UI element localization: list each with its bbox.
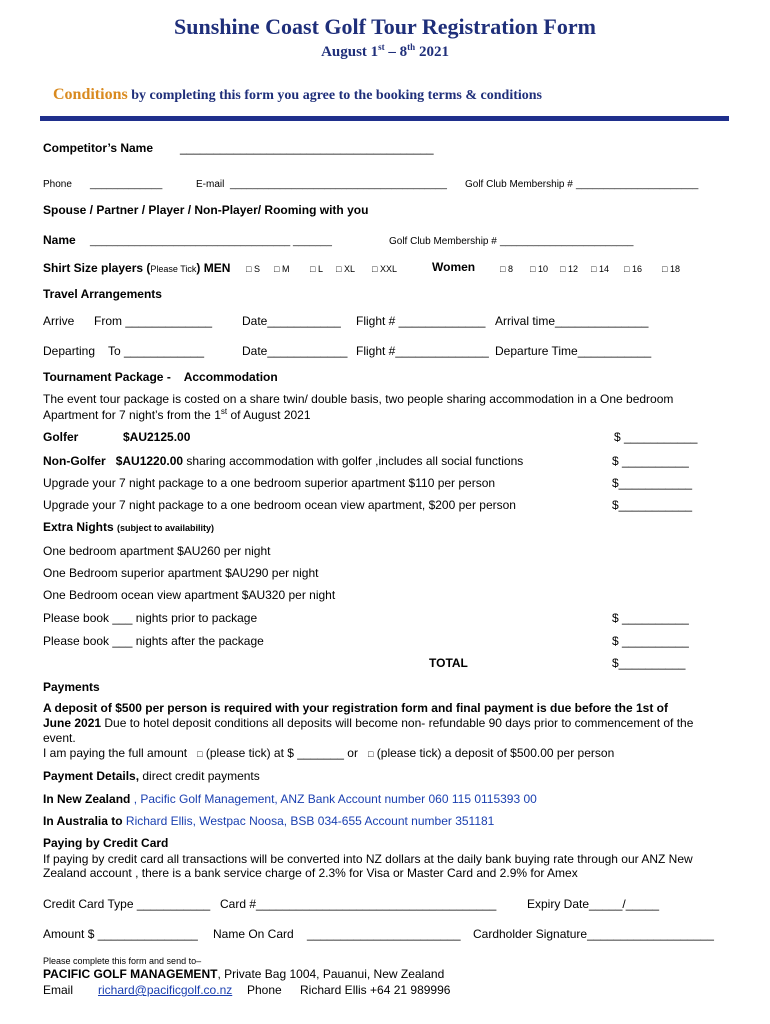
- extra-option-3: One Bedroom ocean view apartment $AU320 per night: [43, 588, 336, 602]
- golfer-price: $AU2125.00: [123, 430, 191, 444]
- paying-amount-line: I am paying the full amount □ (please tick) at $ _______ or □ (please tick) a deposit of $500.00 per person: [43, 746, 615, 760]
- package-description-2: Apartment for 7 night’s from the 1st of August 2021: [43, 407, 311, 422]
- nights-prior-amount-field[interactable]: $ __________: [612, 611, 689, 625]
- arrival-time-field[interactable]: Arrival time______________: [495, 314, 649, 328]
- nz-bank-details: In New Zealand , Pacific Golf Management, ANZ Bank Account number 060 115 0115393 00: [43, 792, 537, 806]
- phone-field[interactable]: _____________: [90, 179, 163, 190]
- date-mid: – 8: [384, 44, 408, 60]
- email-field[interactable]: _______________________________________: [230, 179, 447, 190]
- au-bank-details: In Australia to Richard Ellis, Westpac Noosa, BSB 034-655 Account number 351181: [43, 814, 495, 828]
- checkbox-icon: □: [624, 264, 630, 274]
- deposit-text-1: A deposit of $500 per person is required with your registration form and final payment is due before the 1st of: [43, 701, 669, 715]
- non-golfer-amount-field[interactable]: $ __________: [612, 454, 689, 468]
- conditions-line: [53, 86, 542, 104]
- upgrade-ocean-view: Upgrade your 7 night package to a one bedroom ocean view apartment, $200 per person: [43, 498, 516, 512]
- non-golfer-price: $AU1220.00: [115, 454, 184, 468]
- arrive-from-field[interactable]: From _____________: [94, 314, 213, 328]
- package-description-1: The event tour package is costed on a share twin/ double basis, two people sharing accommodation in a One bedroom: [43, 392, 674, 406]
- nights-prior-field[interactable]: Please book ___ nights prior to package: [43, 611, 258, 625]
- spouse-heading: Spouse / Partner / Player / Non-Player/ Rooming with you: [43, 203, 369, 217]
- package-heading: Tournament Package - Accommodation: [43, 370, 278, 384]
- nights-after-field[interactable]: Please book ___ nights after the package: [43, 634, 264, 648]
- depart-flight-field[interactable]: Flight #______________: [356, 344, 489, 358]
- send-note: Please complete this form and send to–: [43, 956, 202, 966]
- credit-card-text-2: Zealand account , there is a bank service charge of 2.3% for Visa or Master Card and 2.9% for Amex: [43, 866, 578, 880]
- credit-card-text-1: If paying by credit card all transactions will be converted into NZ dollars at the daily bank buying rate through our ANZ New: [43, 852, 693, 866]
- deposit-text-3: event.: [43, 731, 76, 745]
- departure-time-field[interactable]: Departure Time___________: [495, 344, 652, 358]
- men-size-xl[interactable]: □ XL: [336, 264, 355, 274]
- arrive-date-field[interactable]: Date___________: [242, 314, 341, 328]
- name-on-card-field[interactable]: Name On Card _______________________: [213, 927, 461, 941]
- shirt-size-label: Shirt Size players (Please Tick) MEN: [43, 261, 231, 275]
- nights-after-amount-field[interactable]: $ __________: [612, 634, 689, 648]
- spouse-name-label: Name: [43, 233, 76, 247]
- date-year: 2021: [415, 44, 449, 60]
- upgrade-ocean-amount-field[interactable]: $___________: [612, 498, 693, 512]
- depart-to-field[interactable]: To ____________: [108, 344, 205, 358]
- company-address: PACIFIC GOLF MANAGEMENT, Private Bag 1004, Pauanui, New Zealand: [43, 967, 445, 981]
- card-type-field[interactable]: Credit Card Type ___________: [43, 897, 211, 911]
- card-number-field[interactable]: Card #____________________________________: [220, 897, 497, 911]
- amount-field[interactable]: Amount $ _______________: [43, 927, 198, 941]
- golfer-label: Golfer: [43, 430, 79, 444]
- arrive-label: Arrive: [43, 314, 75, 328]
- header-divider: [40, 116, 729, 121]
- departing-label: Departing: [43, 344, 96, 358]
- total-amount-field[interactable]: $__________: [612, 656, 686, 670]
- men-size-m[interactable]: □ M: [274, 264, 290, 274]
- non-golfer-label: Non-Golfer: [43, 454, 106, 468]
- payment-details: Payment Details, direct credit payments: [43, 769, 260, 783]
- deposit-checkbox[interactable]: □: [368, 749, 374, 759]
- checkbox-icon: □: [591, 264, 597, 274]
- expiry-date-field[interactable]: Expiry Date_____/_____: [527, 897, 660, 911]
- company-name: PACIFIC GOLF MANAGEMENT: [43, 967, 218, 981]
- extra-option-1: One bedroom apartment $AU260 per night: [43, 544, 271, 558]
- extra-nights-heading: Extra Nights (subject to availability): [43, 520, 215, 534]
- credit-card-heading: Paying by Credit Card: [43, 836, 169, 850]
- men-size-s[interactable]: □ S: [246, 264, 260, 274]
- arrive-flight-field[interactable]: Flight # _____________: [356, 314, 486, 328]
- golfer-amount-field[interactable]: $ ___________: [614, 430, 698, 444]
- form-title: Sunshine Coast Golf Tour Registration Form: [174, 14, 596, 39]
- email-label-footer: Email: [43, 983, 74, 997]
- non-golfer-row: [43, 454, 523, 468]
- checkbox-icon: □: [500, 264, 506, 274]
- full-amount-checkbox[interactable]: □: [197, 749, 203, 759]
- date-start: August 1: [321, 44, 379, 60]
- checkbox-icon: □: [372, 264, 378, 274]
- men-size-l[interactable]: □ L: [310, 264, 323, 274]
- total-label: TOTAL: [429, 656, 468, 670]
- upgrade-superior: Upgrade your 7 night package to a one bedroom superior apartment $110 per person: [43, 476, 496, 490]
- competitor-name-label: Competitor’s Name: [43, 141, 154, 155]
- availability-note: (subject to availability): [117, 523, 215, 533]
- contact-phone: Richard Ellis +64 21 989996: [300, 983, 451, 997]
- depart-date-field[interactable]: Date____________: [242, 344, 348, 358]
- membership-field[interactable]: ______________________: [576, 179, 699, 190]
- checkbox-icon: □: [662, 264, 668, 274]
- spouse-membership-label: Golf Club Membership #: [389, 236, 497, 247]
- men-size-xxl[interactable]: □ XXL: [372, 264, 397, 274]
- email-label: E-mail: [196, 179, 225, 190]
- spouse-name-field[interactable]: ____________________________________ _______: [90, 236, 332, 247]
- deposit-text-2: June 2021 Due to hotel deposit conditions all deposits will become non- refundable 90 days prior to commencement of the: [43, 716, 694, 730]
- women-size-14[interactable]: □ 14: [591, 264, 609, 274]
- extra-option-2: One Bedroom superior apartment $AU290 per night: [43, 566, 319, 580]
- checkbox-icon: □: [246, 264, 252, 274]
- women-size-12[interactable]: □ 12: [560, 264, 578, 274]
- women-size-18[interactable]: □ 18: [662, 264, 680, 274]
- please-tick-note: Please Tick: [150, 264, 197, 274]
- checkbox-icon: □: [530, 264, 536, 274]
- non-golfer-note: sharing accommodation with golfer ,includes all social functions: [183, 454, 524, 468]
- upgrade-superior-amount-field[interactable]: $___________: [612, 476, 693, 490]
- men-label: MEN: [203, 261, 231, 275]
- women-size-8[interactable]: □ 8: [500, 264, 513, 274]
- spouse-membership-field[interactable]: ________________________: [500, 236, 634, 247]
- cardholder-signature-field[interactable]: Cardholder Signature___________________: [473, 927, 714, 941]
- payments-heading: Payments: [43, 680, 100, 694]
- women-label: Women: [432, 260, 476, 274]
- checkbox-icon: □: [560, 264, 566, 274]
- date-sup-2: th: [407, 42, 416, 52]
- women-size-16[interactable]: □ 16: [624, 264, 642, 274]
- event-dates: [0, 42, 770, 61]
- travel-heading: Travel Arrangements: [43, 287, 162, 301]
- competitor-name-field[interactable]: ______________________________________: [180, 141, 434, 155]
- conditions-word: Conditions: [53, 86, 128, 103]
- email-link[interactable]: richard@pacificgolf.co.nz: [98, 983, 233, 997]
- checkbox-icon: □: [274, 264, 280, 274]
- phone-label: Phone: [43, 179, 72, 190]
- membership-label: Golf Club Membership #: [465, 179, 573, 190]
- women-size-10[interactable]: □ 10: [530, 264, 548, 274]
- checkbox-icon: □: [336, 264, 342, 274]
- date-sup-1: st: [378, 42, 385, 52]
- checkbox-icon: □: [310, 264, 316, 274]
- phone-label-footer: Phone: [247, 983, 282, 997]
- conditions-text: by completing this form you agree to the booking terms & conditions: [127, 88, 542, 103]
